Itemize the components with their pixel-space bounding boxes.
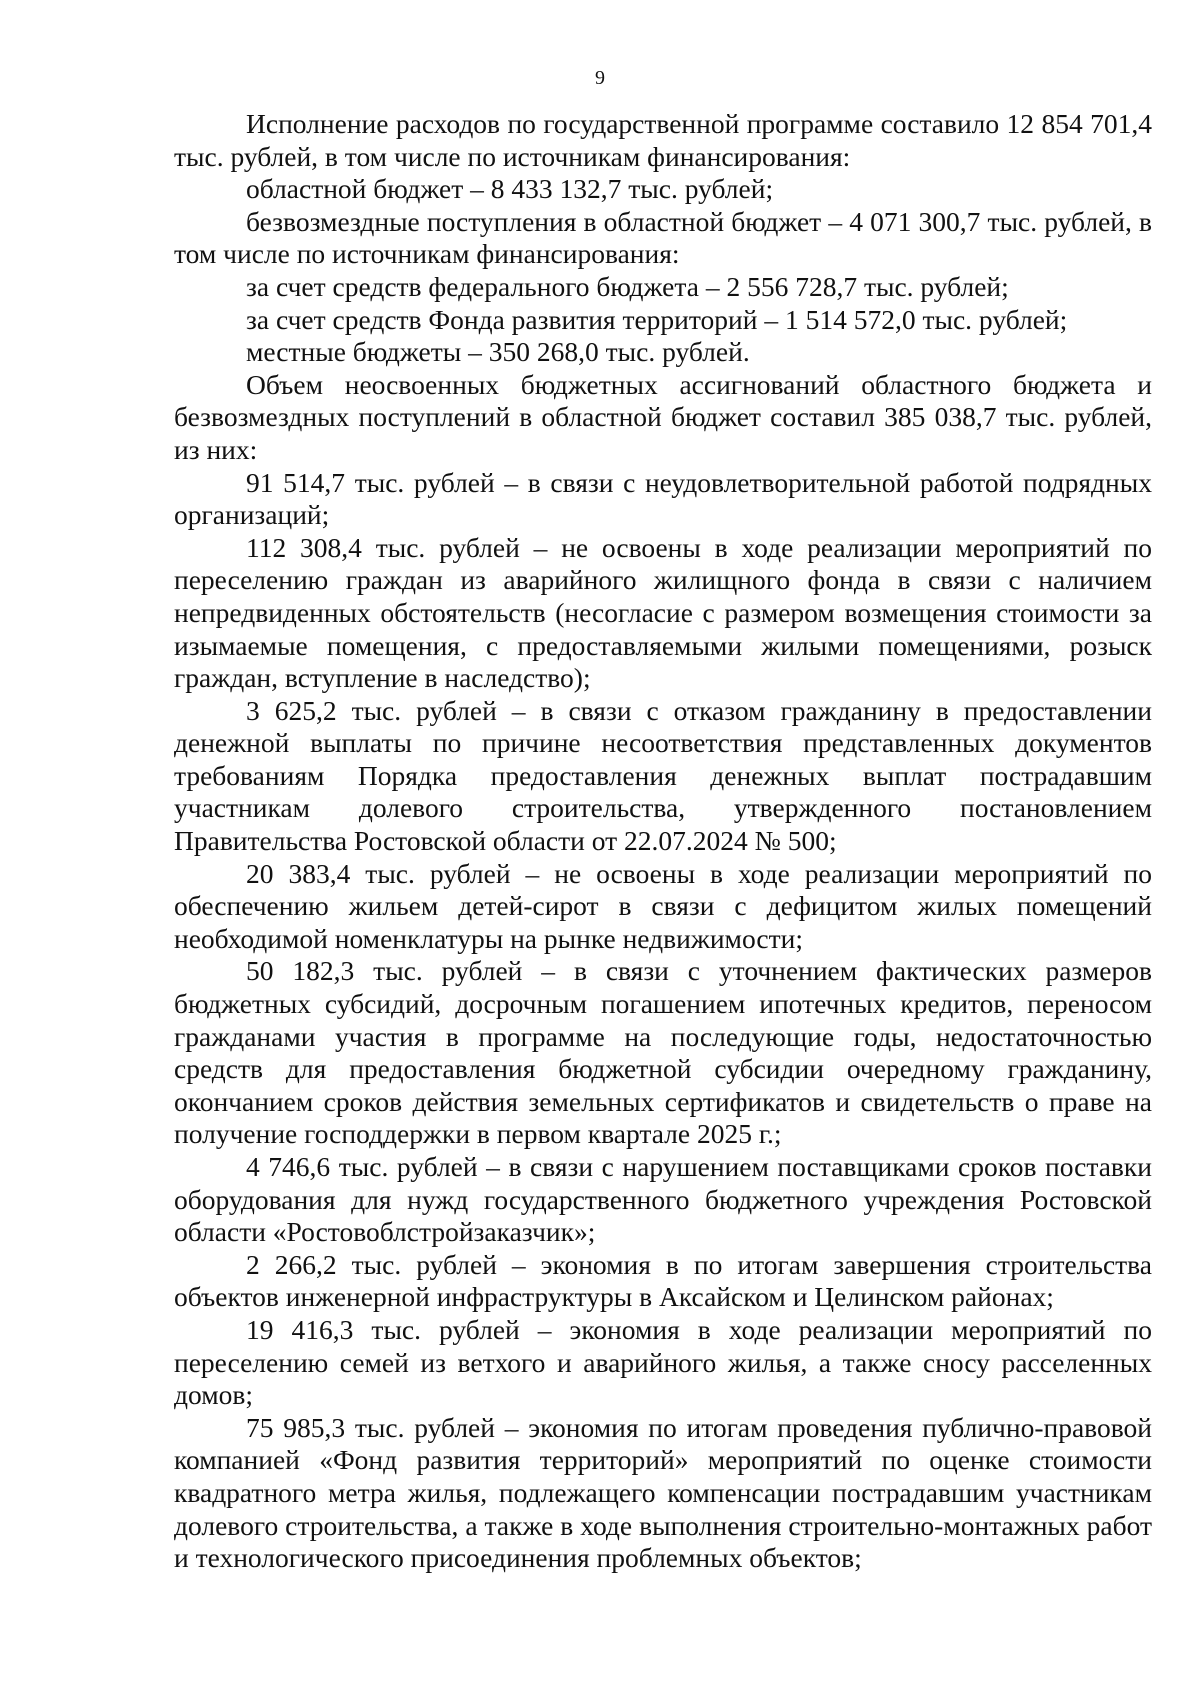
document-body [174, 108, 1152, 1575]
paragraph-savings-infrastructure: 2 266,2 тыс. рублей – экономия в по итогам завершения строительства объектов инженерной инфраструктуры в Аксайском и Целинском районах; [174, 1248, 1152, 1313]
paragraph-grant-receipts: безвозмездные поступления в областной бюджет – 4 071 300,7 тыс. рублей, в том числе по источникам финансирования: [174, 205, 1152, 270]
paragraph-savings-territory-fund: 75 985,3 тыс. рублей – экономия по итогам проведения публично-правовой компанией «Фонд развития территорий» мероприятий по оценке стоимости квадратного метра жилья, подлежащего компенсации пострадавшим участникам долевого строительства, а также в ходе выполнения строительно-монтажных работ и технологического присоединения проблемных объектов; [174, 1411, 1152, 1574]
paragraph-federal-budget: за счет средств федерального бюджета – 2 556 728,7 тыс. рублей; [246, 270, 1009, 302]
paragraph-unspent-orphans-housing: 20 383,4 тыс. рублей – не освоены в ходе реализации мероприятий по обеспечению жильем детей-сирот в связи с дефицитом жилых помещений необходимой номенклатуры на рынке недвижимости; [174, 857, 1152, 954]
paragraph-unspent-subsidies: 50 182,3 тыс. рублей – в связи с уточнением фактических размеров бюджетных субсидий, досрочным погашением ипотечных кредитов, переносом гражданами участия в программе на последующие годы, недостаточностью средств для предоставления бюджетной субсидии очередному гражданину, окончанием сроков действия земельных сертификатов и свидетельств о праве на получение господдержки в первом квартале 2025 г.; [174, 955, 1152, 1150]
paragraph-unspent-contractors: 91 514,7 тыс. рублей – в связи с неудовлетворительной работой подрядных организаций; [174, 466, 1152, 531]
paragraph-savings-resettlement: 19 416,3 тыс. рублей – экономия в ходе реализации мероприятий по переселению семей из ветхого и аварийного жилья, а также сносу расселенных домов; [174, 1313, 1152, 1411]
paragraph-unspent-total: Объем неосвоенных бюджетных ассигнований областного бюджета и безвозмездных поступлений в областной бюджет составил 385 038,7 тыс. рублей, из них: [174, 368, 1152, 465]
paragraph-local-budgets: местные бюджеты – 350 268,0 тыс. рублей. [246, 336, 750, 368]
paragraph-unspent-equipment-delivery: 4 746,6 тыс. рублей – в связи с нарушением поставщиками сроков поставки оборудования для нужд государственного бюджетного учреждения Ростовской области «Ростовоблстройзаказчик»; [174, 1151, 1152, 1248]
paragraph-territory-fund: за счет средств Фонда развития территорий – 1 514 572,0 тыс. рублей; [246, 303, 1068, 335]
paragraph-regional-budget: областной бюджет – 8 433 132,7 тыс. рублей; [246, 173, 774, 205]
page-number: 9 [595, 67, 605, 89]
paragraph-program-expenditure: Исполнение расходов по государственной программе составило 12 854 701,4 тыс. рублей, в том числе по источникам финансирования: [174, 108, 1152, 172]
paragraph-unspent-payment-refusal: 3 625,2 тыс. рублей – в связи с отказом гражданину в предоставлении денежной выплаты по причине несоответствия представленных документов требованиям Порядка предоставления денежных выплат пострадавшим участникам долевого строительства, утвержденного постановлением Правительства Ростовской области от 22.07.2024 № 500; [174, 694, 1152, 857]
paragraph-unspent-resettlement: 112 308,4 тыс. рублей – не освоены в ходе реализации мероприятий по переселению граждан из аварийного жилищного фонда в связи с наличием непредвиденных обстоятельств (несогласие с размером возмещения стоимости за изымаемые помещения, с предоставляемыми жилыми помещениями, розыск граждан, вступление в наследство); [174, 531, 1152, 694]
